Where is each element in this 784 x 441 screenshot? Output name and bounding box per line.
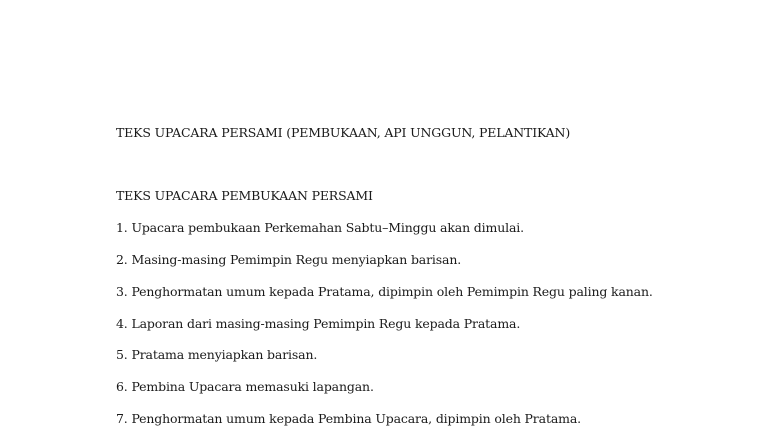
step-item: 4. Laporan dari masing-masing Pemimpin Regu kepada Pratama. [116,316,521,331]
document-title: TEKS UPACARA PERSAMI (PEMBUKAAN, API UNGGUN, PELANTIKAN) [116,125,571,140]
step-item: 2. Masing-masing Pemimpin Regu menyiapkan barisan. [116,252,462,267]
step-item: 1. Upacara pembukaan Perkemahan Sabtu–Minggu akan dimulai. [116,220,524,235]
section-title: TEKS UPACARA PEMBUKAAN PERSAMI [116,188,373,203]
step-item: 3. Penghormatan umum kepada Pratama, dipimpin oleh Pemimpin Regu paling kanan. [116,284,653,299]
step-item: 6. Pembina Upacara memasuki lapangan. [116,379,374,394]
step-item: 7. Penghormatan umum kepada Pembina Upacara, dipimpin oleh Pratama. [116,411,581,426]
step-item: 5. Pratama menyiapkan barisan. [116,347,318,362]
